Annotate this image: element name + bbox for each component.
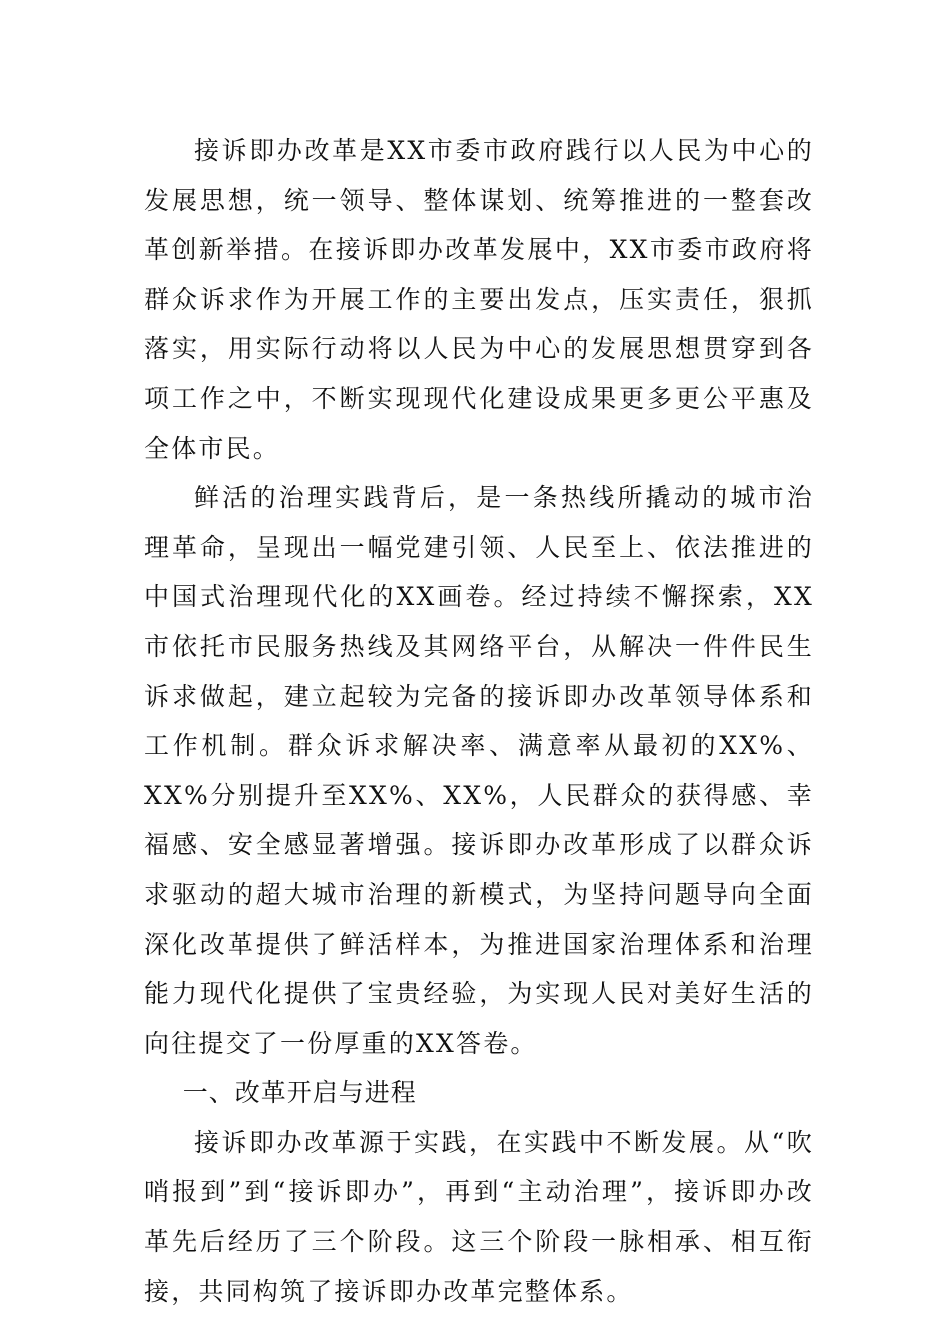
paragraph-governance: 鲜活的治理实践背后，是一条热线所撬动的城市治理革命，呈现出一幅党建引领、人民至上、依法推进的中国式治理现代化的XX画卷。经过持续不懈探索，XX市依托市民服务热线及其网络平台，从解决一件件民生诉求做起，建立起较为完备的接诉即办改革领导体系和工作机制。群众诉求解决率、满意率从最初的XX%、XX%分别提升至XX%、XX%，人民群众的获得感、幸福感、安全感显著增强。接诉即办改革形成了以群众诉求驱动的超大城市治理的新模式，为坚持问题导向全面深化改革提供了鲜活样本，为推进国家治理体系和治理能力现代化提供了宝贵经验，为实现人民对美好生活的向往提交了一份厚重的XX答卷。 — [144, 483, 814, 1058]
paragraph-intro: 接诉即办改革是XX市委市政府践行以人民为中心的发展思想，统一领导、整体谋划、统筹推进的一整套改革创新举措。在接诉即办改革发展中，XX市委市政府将群众诉求作为开展工作的主要出发点，压实责任，狠抓落实，用实际行动将以人民为中心的发展思想贯穿到各项工作之中，不断实现现代化建设成果更多更公平惠及全体市民。 — [144, 136, 814, 463]
document-body — [144, 126, 814, 1316]
paragraph-section-one: 接诉即办改革源于实践，在实践中不断发展。从“吹哨报到”到“接诉即办”，再到“主动治理”，接诉即办改革先后经历了三个阶段。这三个阶段一脉相承、相互衔接，共同构筑了接诉即办改革完整体系。 — [144, 1127, 814, 1306]
section-heading: 一、改革开启与进程 — [182, 1078, 417, 1108]
